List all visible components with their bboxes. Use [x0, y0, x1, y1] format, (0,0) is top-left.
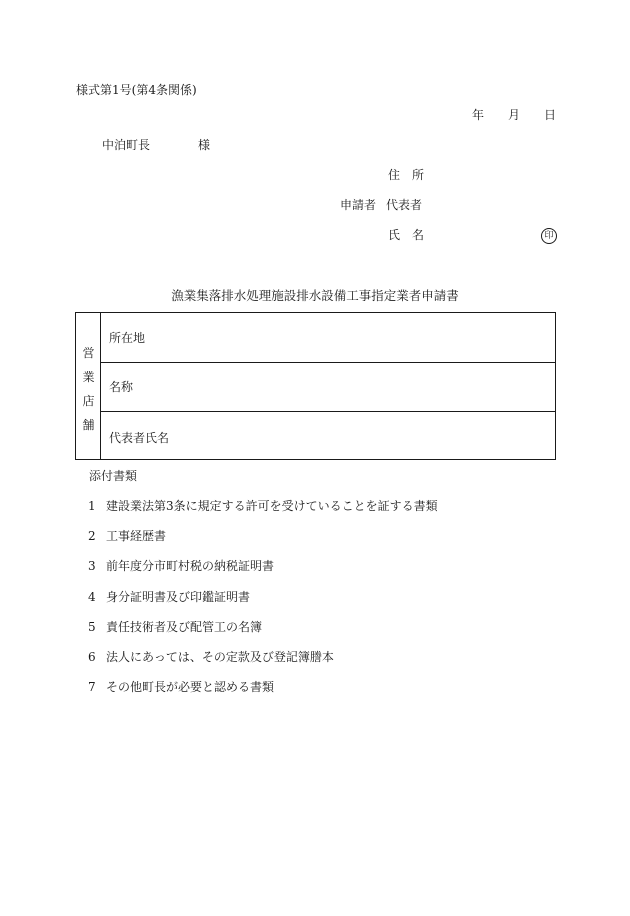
attachment-number: 2	[88, 529, 96, 543]
date-day-label: 日	[544, 108, 557, 122]
attachments-heading: 添付書類	[89, 469, 138, 483]
attachment-item	[88, 500, 438, 512]
store-header-char: 舗	[82, 418, 95, 432]
attachment-number: 3	[88, 559, 96, 573]
store-row-name[interactable]	[101, 363, 555, 412]
attachment-text: 責任技術者及び配管工の名簿	[106, 620, 263, 634]
attachment-text: 前年度分市町村税の納税証明書	[106, 559, 275, 573]
attachment-number: 7	[88, 680, 96, 694]
store-row-representative[interactable]	[101, 412, 555, 459]
attachment-text: 工事経歴書	[106, 529, 167, 543]
attachment-text: 建設業法第3条に規定する許可を受けていることを証する書類	[106, 499, 438, 513]
attachment-item	[88, 651, 334, 663]
attachment-number: 1	[88, 499, 96, 513]
attachment-text: その他町長が必要と認める書類	[106, 680, 275, 694]
addressee	[102, 139, 210, 151]
store-header-char: 店	[82, 394, 95, 408]
store-table-header	[76, 313, 101, 459]
attachment-item	[88, 560, 274, 572]
attachment-text: 身分証明書及び印鑑証明書	[106, 590, 251, 604]
store-header-char: 業	[82, 370, 95, 384]
address-label: 住 所	[388, 168, 425, 182]
addressee-name: 中泊町長	[102, 138, 151, 152]
attachment-text: 法人にあっては、その定款及び登記簿謄本	[106, 650, 334, 664]
document-title: 漁業集落排水処理施設排水設備工事指定業者申請書	[171, 288, 459, 303]
attachment-item	[88, 681, 274, 693]
seal-mark: 印	[541, 228, 557, 244]
attachment-item	[88, 591, 250, 603]
addressee-honorific: 様	[198, 138, 211, 152]
attachment-number: 6	[88, 650, 96, 664]
representative-label: 代表者	[386, 198, 423, 212]
name-label: 氏 名	[388, 228, 425, 242]
attachment-item	[88, 530, 166, 542]
store-row-label: 代表者氏名	[109, 431, 170, 445]
store-table	[75, 312, 556, 460]
store-row-label: 名称	[109, 380, 134, 394]
date-month-label: 月	[508, 108, 521, 122]
applicant-label: 申請者	[340, 198, 377, 212]
applicant-representative-row	[340, 199, 422, 211]
date-year-label: 年	[472, 108, 485, 122]
date-line	[472, 109, 556, 121]
store-row-location[interactable]	[101, 313, 555, 363]
attachment-number: 5	[88, 620, 96, 634]
store-header-char: 営	[82, 346, 95, 360]
attachment-item	[88, 621, 262, 633]
attachment-number: 4	[88, 590, 96, 604]
form-number: 様式第1号(第4条関係)	[76, 83, 197, 97]
store-row-label: 所在地	[109, 331, 146, 345]
